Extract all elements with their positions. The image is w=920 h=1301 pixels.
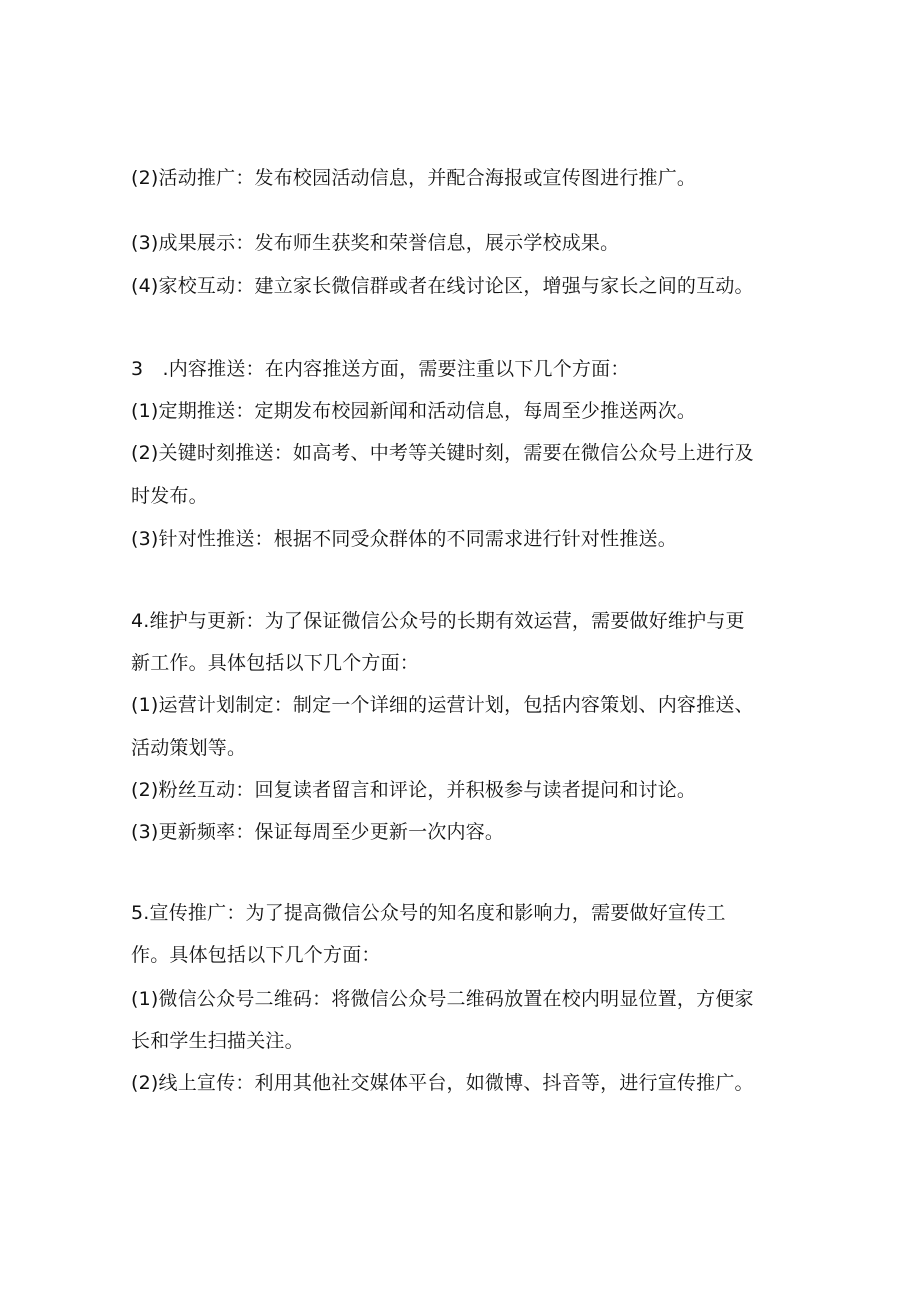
text-line: 新工作。具体包括以下几个方面：: [131, 652, 420, 674]
section-heading: 5.宣传推广：为了提高微信公众号的知名度和影响力，需要做好宣传工: [131, 902, 726, 924]
text-line: (1)定期推送：定期发布校园新闻和活动信息，每周至少推送两次。: [131, 400, 697, 422]
text-line: (3)成果展示：发布师生获奖和荣誉信息，展示学校成果。: [131, 232, 620, 254]
section-heading: 4.维护与更新：为了保证微信公众号的长期有效运营，需要做好维护与更: [131, 610, 745, 632]
text-line: (2)活动推广：发布校园活动信息，并配合海报或宣传图进行推广。: [131, 167, 697, 189]
text-line: 时发布。: [131, 485, 208, 507]
text-line: (2)粉丝互动：回复读者留言和评论，并积极参与读者提问和讨论。: [131, 779, 697, 801]
text-line: (1)运营计划制定：制定一个详细的运营计划，包括内容策划、内容推送、: [131, 694, 754, 716]
text-line: 活动策划等。: [131, 737, 247, 759]
text-line: (3)针对性推送：根据不同受众群体的不同需求进行针对性推送。: [131, 528, 677, 550]
text-line: (3)更新频率：保证每周至少更新一次内容。: [131, 821, 505, 843]
text-line: 长和学生扫描关注。: [131, 1030, 304, 1052]
text-line: (4)家校互动：建立家长微信群或者在线讨论区，增强与家长之间的互动。: [131, 275, 754, 297]
text-line: (2)关键时刻推送：如高考、中考等关键时刻，需要在微信公众号上进行及: [131, 442, 754, 464]
text-line: 作。具体包括以下几个方面：: [131, 944, 381, 966]
text-line: (2)线上宣传：利用其他社交媒体平台，如微博、抖音等，进行宣传推广。: [131, 1072, 754, 1094]
section-heading: 3 .内容推送：在内容推送方面，需要注重以下几个方面：: [131, 358, 630, 380]
text-line: (1)微信公众号二维码：将微信公众号二维码放置在校内明显位置，方便家: [131, 988, 754, 1010]
